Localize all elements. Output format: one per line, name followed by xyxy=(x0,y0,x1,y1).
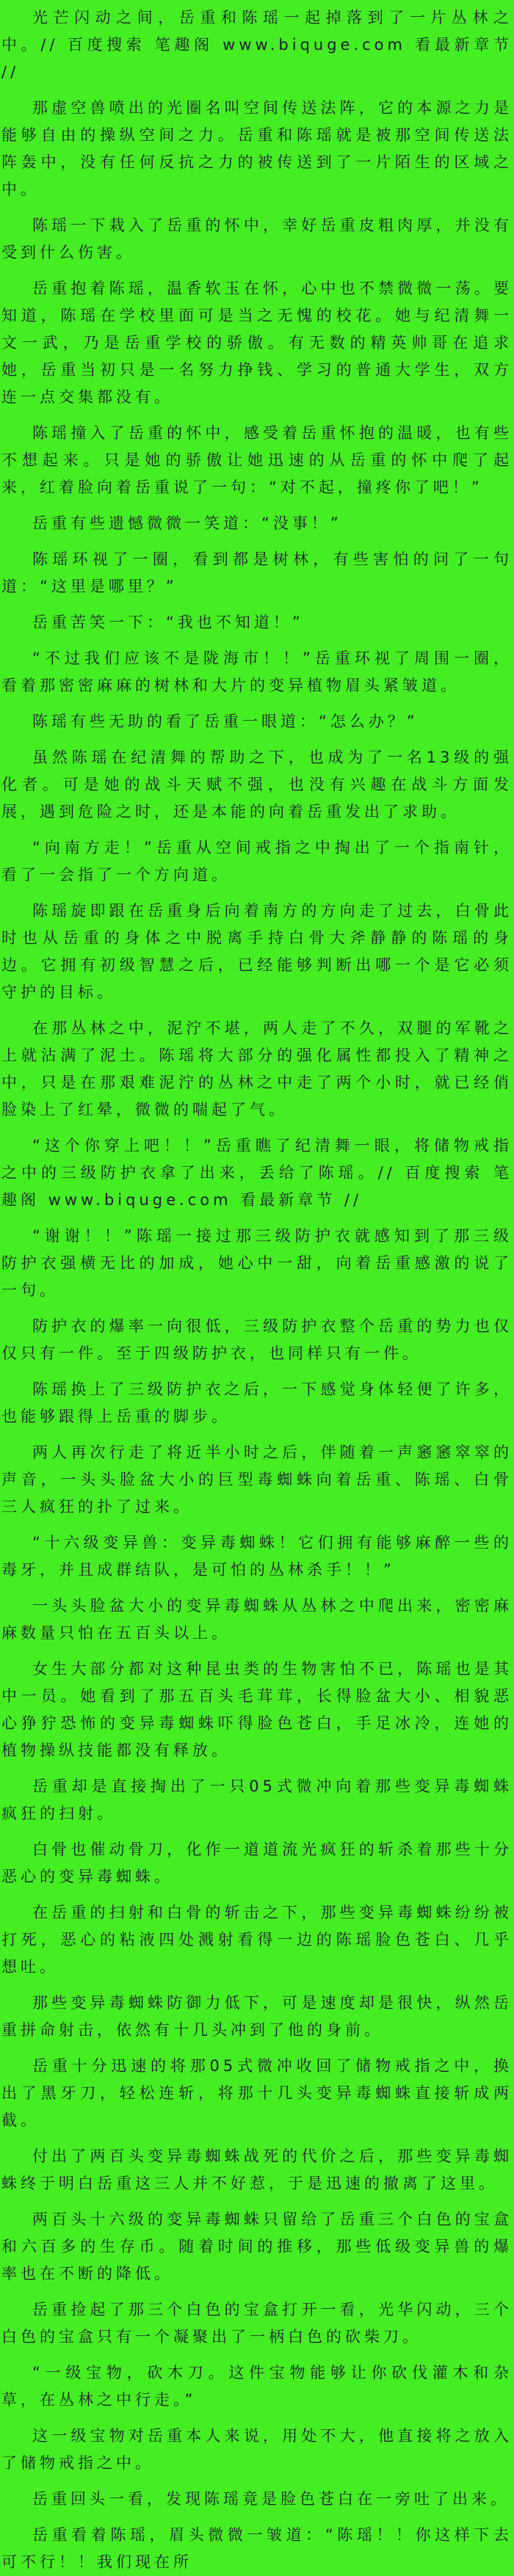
novel-paragraph: 两人再次行走了将近半小时之后，伴随着一声窸窸窣窣的声音，一头头脸盆大小的巨型毒蜘蛛向着岳重、陈瑶、白骨三人疯狂的扑了过来。 xyxy=(1,1444,513,1516)
novel-paragraph: “向南方走！”岳重从空间戒指之中掏出了一个指南针，看了一会指了一个方向道。 xyxy=(1,839,513,884)
novel-paragraph: 在那丛林之中，泥泞不堪，两人走了不久，双腿的军靴之上就沾满了泥土。陈瑶将大部分的强化属性都投入了精神之中，只是在那艰难泥泞的丛林之中走了两个小时，就已经俏脸染上了红晕，微微的喘起了气。 xyxy=(1,1019,513,1118)
novel-paragraph: 陈瑶有些无助的看了岳重一眼道：“怎么办？” xyxy=(32,713,419,730)
novel-paragraph: 陈瑶一下栽入了岳重的怀中，幸好岳重皮粗肉厚，并没有受到什么伤害。 xyxy=(1,217,513,261)
novel-paragraph: “这个你穿上吧！！”岳重瞧了纪清舞一眼，将储物戒指之中的三级防护衣拿了出来，丢给了陈瑶。// 百度搜索 笔趣阁 www.biquge.com 看最新章节 // xyxy=(1,1137,513,1209)
novel-paragraph: 陈瑶换上了三级防护衣之后，一下感觉身体轻便了许多，也能够跟得上岳重的脚步。 xyxy=(1,1380,513,1425)
novel-paragraph: 防护衣的爆率一向很低，三级防护衣整个岳重的势力也仅仅只有一件。至于四级防护衣，也同样只有一件。 xyxy=(1,1317,513,1362)
novel-paragraph: 虽然陈瑶在纪清舞的帮助之下，也成为了一名13级的强化者。可是她的战斗天赋不强，也没有兴趣在战斗方面发展，遇到危险之时，还是本能的向着岳重发出了求助。 xyxy=(1,749,513,821)
novel-paragraph: 那虚空兽喷出的光圈名叫空间传送法阵，它的本源之力是能够自由的操纵空间之力。岳重和陈瑶就是被那空间传送法阵轰中，没有任何反抗之力的被传送到了一片陌生的区域之中。 xyxy=(1,99,513,198)
novel-paragraph: “谢谢！！”陈瑶一接过那三级防护衣就感知到了那三级防护衣强横无比的加成，她心中一甜，向着岳重感激的说了一句。 xyxy=(1,1227,513,1299)
novel-paragraph: 岳重有些遗憾微微一笑道：“没事！” xyxy=(32,514,342,532)
novel-paragraph: 岳重看着陈瑶，眉头微微一皱道：“陈瑶！！你这样下去可不行！！我们现在所 xyxy=(1,2526,513,2571)
novel-paragraph: 这一级宝物对岳重本人来说，用处不大，他直接将之放入了储物戒指之中。 xyxy=(1,2427,513,2472)
novel-paragraph: 岳重却是直接掏出了一只05式微冲向着那些变异毒蜘蛛疯狂的扫射。 xyxy=(1,1778,513,1822)
novel-paragraph: 那些变异毒蜘蛛防御力低下，可是速度却是很快，纵然岳重拼命射击，依然有十几头冲到了他的身前。 xyxy=(1,1994,513,2039)
novel-paragraph: 女生大部分都对这种昆虫类的生物害怕不已，陈瑶也是其中一员。她看到了那五百头毛茸茸，长得脸盆大小、相貌恶心狰狞恐怖的变异毒蜘蛛吓得脸色苍白，手足冰冷，连她的植物操纵技能都没有释放。 xyxy=(1,1660,513,1759)
novel-paragraph: 岳重十分迅速的将那05式微冲收回了储物戒指之中，换出了黑牙刀，轻松连斩，将那十几头变异毒蜘蛛直接斩成两截。 xyxy=(1,2057,513,2129)
novel-paragraph: 岳重捡起了那三个白色的宝盒打开一看，光华闪动，三个白色的宝盒只有一个凝聚出了一柄白色的砍柴刀。 xyxy=(1,2301,513,2346)
novel-paragraph: 付出了两百头变异毒蜘蛛战死的代价之后，那些变异毒蜘蛛终于明白岳重这三人并不好惹，于是迅速的撤离了这里。 xyxy=(1,2147,513,2192)
novel-paragraph: 在岳重的扫射和白骨的斩击之下，那些变异毒蜘蛛纷纷被打死，恶心的粘液四处溅射看得一边的陈瑶脸色苍白、几乎想吐。 xyxy=(1,1904,513,1976)
novel-paragraph: 白骨也催动骨刀，化作一道道流光疯狂的斩杀着那些十分恶心的变异毒蜘蛛。 xyxy=(1,1841,513,1885)
novel-paragraph: 陈瑶环视了一圈，看到都是树林，有些害怕的问了一句道：“这里是哪里？” xyxy=(1,550,513,595)
novel-paragraph: 岳重回头一看，发现陈瑶竟是脸色苍白在一旁吐了出来。 xyxy=(32,2490,510,2508)
novel-paragraph: 陈瑶旋即跟在岳重身后向着南方的方向走了过去，白骨此时也从岳重的身体之中脱离手持白骨大斧静静的陈瑶的身边。它拥有初级智慧之后，已经能够判断出哪一个是它必须守护的目标。 xyxy=(1,902,513,1001)
novel-paragraph: “一级宝物，砍木刀。这件宝物能够让你砍伐灌木和杂草，在丛林之中行走。” xyxy=(1,2364,513,2409)
novel-paragraph: “十六级变异兽：变异毒蜘蛛！它们拥有能够麻醉一些的毒牙，并且成群结队，是可怕的丛林杀手！！” xyxy=(1,1534,513,1579)
novel-paragraph: 岳重抱着陈瑶，温香软玉在怀，心中也不禁微微一荡。要知道，陈瑶在学校里面可是当之无愧的校花。她与纪清舞一文一武，乃是岳重学校的骄傲。有无数的精英帅哥在追求她，岳重当初只是一名努力挣钱、学习的普通大学生，双方连一点交集都没有。 xyxy=(1,280,513,406)
novel-paragraph: 一头头脸盆大小的变异毒蜘蛛从丛林之中爬出来，密密麻麻数量只怕在五百头以上。 xyxy=(1,1597,513,1642)
novel-paragraph: 两百头十六级的变异毒蜘蛛只留给了岳重三个白色的宝盒和六百多的生存币。随着时间的推移，那些低级变异兽的爆率也在不断的降低。 xyxy=(1,2211,513,2282)
novel-paragraph: 光芒闪动之间，岳重和陈瑶一起掉落到了一片丛林之中。// 百度搜索 笔趣阁 www.biquge.com 看最新章节 // xyxy=(1,9,513,81)
novel-paragraph: 岳重苦笑一下：“我也不知道！” xyxy=(32,614,304,631)
novel-paragraph: 陈瑶撞入了岳重的怀中，感受着岳重怀抱的温暖，也有些不想起来。只是她的骄傲让她迅速的从岳重的怀中爬了起来，红着脸向着岳重说了一句：“对不起，撞疼你了吧！” xyxy=(1,424,513,496)
novel-paragraph: “不过我们应该不是陇海市！！”岳重环视了周围一圈，看着那密密麻麻的树林和大片的变异植物眉头紧皱道。 xyxy=(1,650,513,694)
